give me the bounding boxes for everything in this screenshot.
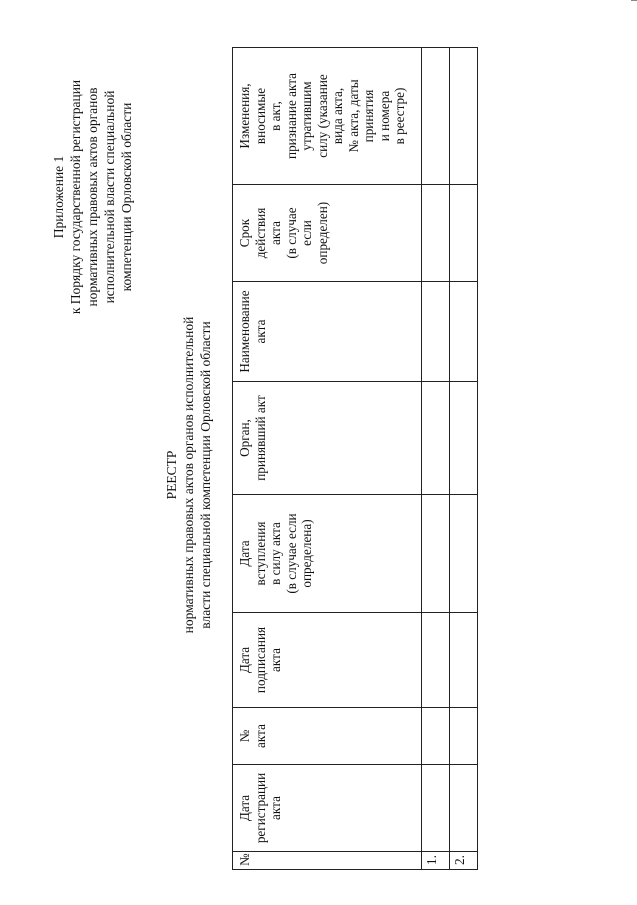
registry-subtitle-line: нормативных правовых актов органов исполнительной — [181, 316, 196, 634]
column-header-line: определен) — [314, 201, 330, 265]
appendix-line: исполнительной власти специальной — [102, 90, 117, 304]
table-cell — [422, 495, 450, 613]
table-cell — [450, 495, 478, 613]
column-header-line: регистрации — [252, 772, 268, 844]
row-number-cell: 1. — [422, 852, 450, 870]
table-row — [422, 48, 450, 870]
column-header-line: определена) — [299, 519, 314, 588]
column-header-line: (в случае если — [283, 513, 299, 594]
registry-title: РЕЕСТР — [164, 450, 179, 500]
table-cell — [422, 382, 450, 495]
column-header-line: подписания — [252, 626, 268, 694]
column-header-line: № — [237, 729, 252, 743]
column-header-line: силу (указание — [314, 74, 330, 158]
column-header — [233, 48, 422, 185]
column-header-line: Орган, — [237, 419, 252, 457]
table-cell — [450, 185, 478, 282]
table-row — [450, 48, 478, 870]
appendix-line: компетенции Орловской области — [119, 102, 134, 292]
column-header-line: Срок — [237, 218, 252, 248]
column-header-line: признание акта — [283, 73, 299, 159]
column-header-line: акта — [268, 796, 283, 820]
table-body — [422, 48, 478, 870]
column-header — [233, 765, 422, 852]
registry-heading — [163, 240, 214, 710]
table-cell — [450, 282, 478, 382]
appendix-line: к Порядку государственной регистрации — [68, 79, 83, 315]
column-header-line: (в случае — [283, 207, 299, 259]
column-header-line: вступления — [252, 521, 268, 586]
column-header-line: в силу акта — [268, 522, 283, 585]
header-row — [233, 48, 422, 870]
appendix-block — [50, 67, 135, 327]
column-header-line: № акта, даты — [345, 79, 361, 153]
column-header — [233, 495, 422, 613]
column-header-line: Дата — [237, 794, 252, 822]
column-header — [233, 382, 422, 495]
column-header-line: акта — [268, 221, 283, 245]
column-header-line: в реестре) — [392, 87, 407, 145]
column-header-line: Наименование — [237, 290, 252, 373]
table-header — [233, 48, 422, 870]
column-header — [233, 613, 422, 708]
table-cell — [450, 613, 478, 708]
column-header-line: действия — [252, 207, 268, 259]
table-cell — [422, 708, 450, 765]
column-header-line: вида акта, — [330, 87, 345, 145]
table-cell — [422, 48, 450, 185]
column-header-line: принявший акт — [252, 395, 268, 481]
appendix-line: Приложение 1 — [51, 155, 66, 239]
column-header-line: Дата — [237, 646, 252, 674]
column-header-line: и номера — [376, 90, 392, 142]
column-header-line: вносимые — [252, 87, 268, 145]
column-header — [233, 185, 422, 282]
column-header — [233, 282, 422, 382]
column-header-line: акта — [252, 724, 268, 748]
registry-table — [232, 47, 478, 870]
column-header-line: принятия — [361, 89, 376, 143]
column-header-line: акта — [252, 319, 268, 344]
table-cell — [450, 382, 478, 495]
table-cell — [450, 48, 478, 185]
column-header-line: если — [299, 220, 314, 246]
column-header-line: Изменения, — [237, 83, 252, 149]
column-header-line: акта — [268, 648, 283, 672]
table-cell — [422, 765, 450, 852]
column-header — [233, 852, 422, 870]
registry-subtitle-line: власти специальной компетенции Орловской области — [198, 321, 213, 629]
column-header — [233, 708, 422, 765]
table-cell — [450, 765, 478, 852]
table-cell — [450, 708, 478, 765]
table-cell — [422, 613, 450, 708]
column-header-line: в акт, — [268, 101, 283, 131]
table-cell — [422, 282, 450, 382]
column-header-line: Дата — [237, 540, 252, 567]
column-header-line: утратившим — [299, 81, 314, 151]
table-cell — [422, 185, 450, 282]
appendix-line: нормативных правовых актов органов — [85, 87, 100, 307]
column-header-line: № — [237, 853, 252, 866]
row-number-cell: 2. — [450, 852, 478, 870]
